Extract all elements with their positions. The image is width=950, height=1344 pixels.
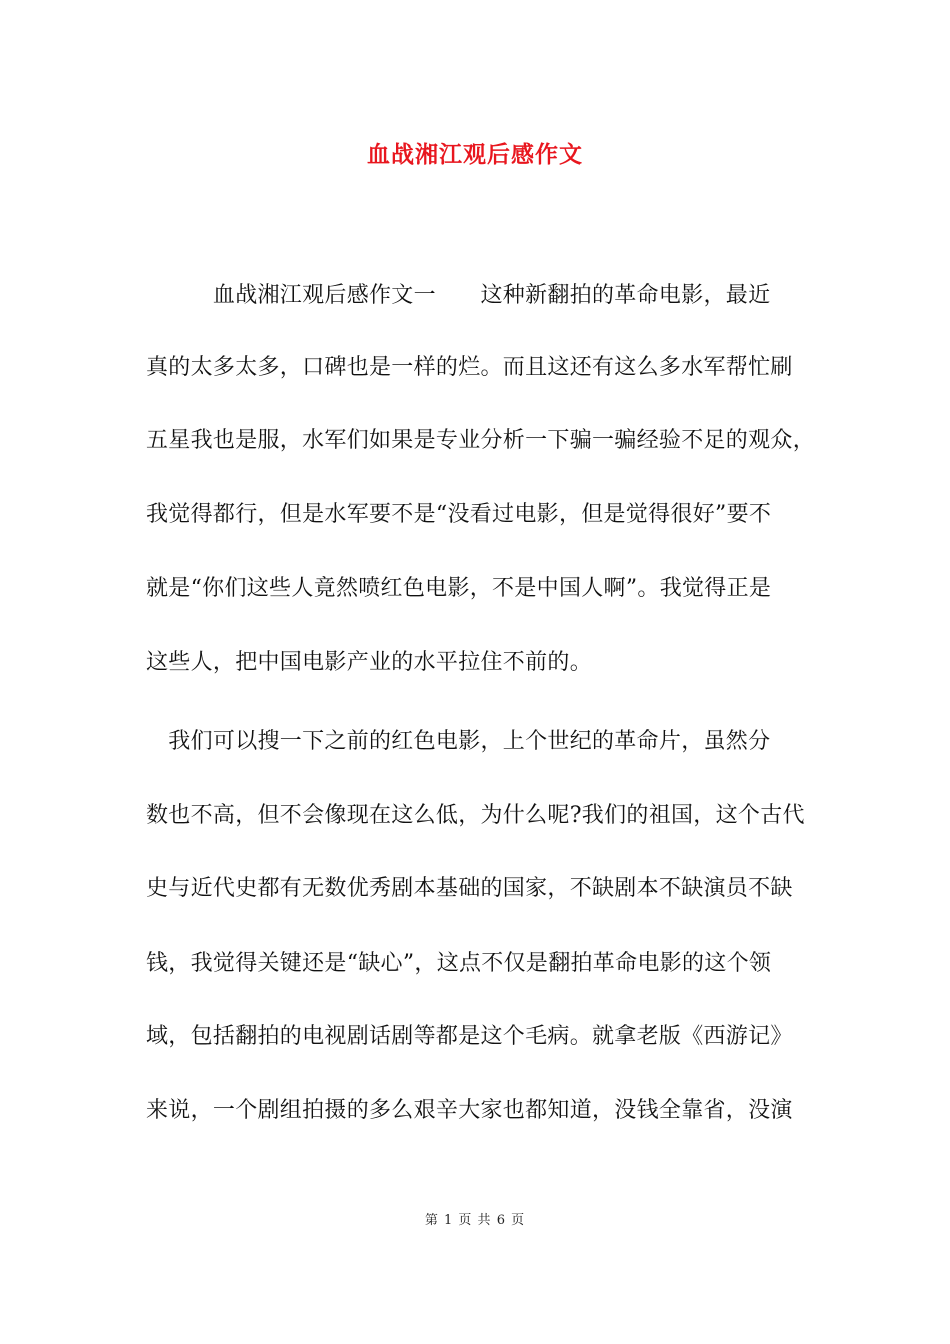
body-line: 这些人，把中国电影产业的水平拉住不前的。 [146, 650, 593, 675]
body-line: 就是“你们这些人竟然喷红色电影，不是中国人啊”。我觉得正是 [146, 576, 772, 601]
body-line: 五星我也是服，水军们如果是专业分析一下骗一骗经验不足的观众， [146, 428, 816, 453]
body-line: 我们可以搜一下之前的红色电影，上个世纪的革命片，虽然分 [146, 729, 771, 754]
body-line: 来说，一个剧组拍摄的多么艰辛大家也都知道，没钱全靠省，没演 [146, 1098, 793, 1123]
page-number: 第 1 页 共 6 页 [424, 1213, 526, 1228]
body-line: 数也不高，但不会像现在这么低，为什么呢?我们的祖国，这个古代 [146, 803, 805, 828]
body-line: 域，包括翻拍的电视剧话剧等都是这个毛病。就拿老版《西游记》 [146, 1024, 793, 1049]
body-line: 血战湘江观后感作文一 这种新翻拍的革命电影，最近 [146, 283, 771, 308]
body-line: 史与近代史都有无数优秀剧本基础的国家，不缺剧本不缺演员不缺 [146, 876, 793, 901]
body-line: 我觉得都行，但是水军要不是“没看过电影，但是觉得很好”要不 [146, 502, 772, 527]
document-title: 血战湘江观后感作文 [367, 141, 583, 168]
body-line: 真的太多太多，口碑也是一样的烂。而且这还有这么多水军帮忙刷 [146, 355, 793, 380]
body-line: 钱，我觉得关键还是“缺心”，这点不仅是翻拍革命电影的这个领 [146, 951, 772, 976]
